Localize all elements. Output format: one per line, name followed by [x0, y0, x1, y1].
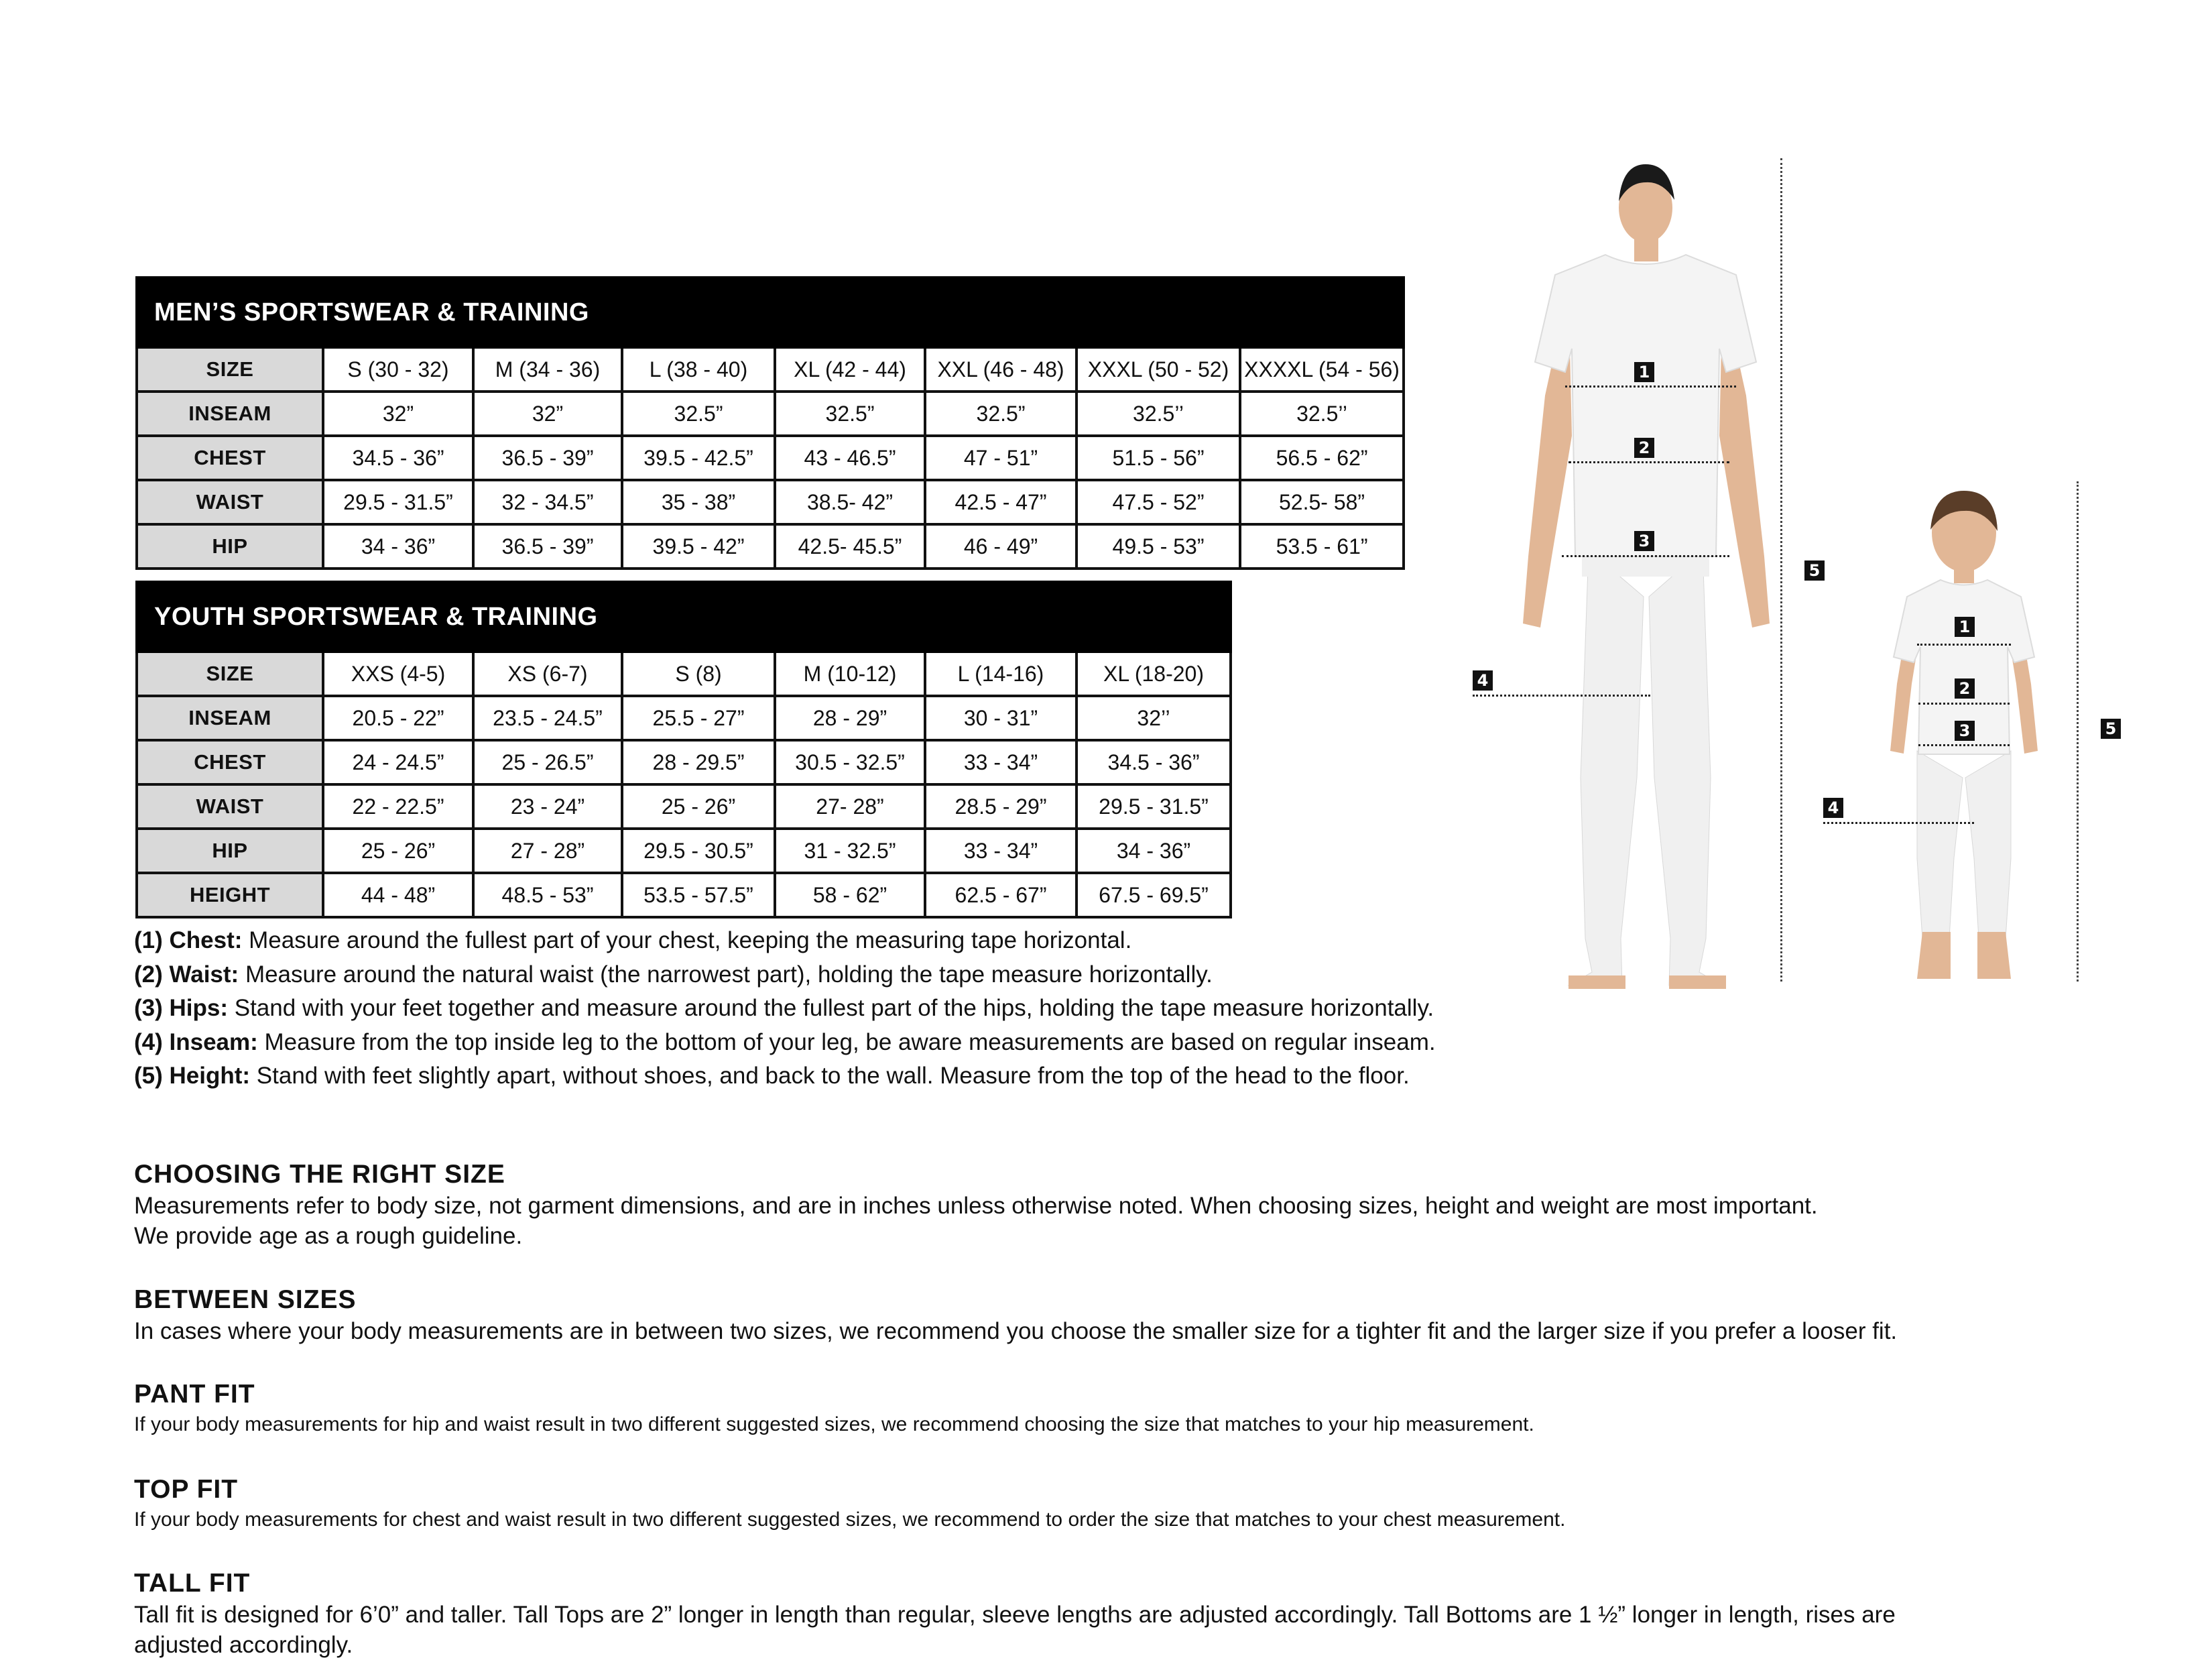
pant-fit-section	[134, 1378, 2145, 1439]
size-cell: 39.5 - 42”	[622, 524, 775, 569]
adult-inseam-line	[1473, 695, 1650, 697]
size-cell: XXL (46 - 48)	[925, 347, 1077, 392]
mens-row-inseam	[137, 392, 1404, 436]
marker-chest-badge: 1	[1634, 362, 1654, 382]
top-fit-section	[134, 1474, 2145, 1534]
size-cell: 32.5’’	[1077, 392, 1240, 436]
size-cell: 25.5 - 27”	[622, 696, 775, 740]
choosing-size-section	[134, 1159, 2145, 1251]
child-waist-line	[1918, 703, 2010, 705]
size-cell: 31 - 32.5”	[775, 829, 925, 873]
row-label: CHEST	[137, 436, 323, 480]
row-label: HIP	[137, 524, 323, 569]
child-marker-height-badge: 5	[2101, 719, 2121, 739]
size-cell: 29.5 - 31.5”	[1077, 784, 1231, 829]
marker-hips-badge: 3	[1634, 531, 1654, 551]
hips-line	[1562, 555, 1729, 557]
size-cell: 32.5’’	[1240, 392, 1404, 436]
size-cell: 32”	[323, 392, 473, 436]
row-label: INSEAM	[137, 392, 323, 436]
size-cell: 35 - 38”	[622, 480, 775, 524]
section-heading: PANT FIT	[134, 1380, 255, 1409]
youth-row-chest	[137, 740, 1231, 784]
child-marker-chest-badge: 1	[1955, 617, 1975, 637]
size-cell: XXXXL (54 - 56)	[1240, 347, 1404, 392]
size-cell: 28 - 29”	[775, 696, 925, 740]
note-label: (4) Inseam:	[134, 1028, 258, 1055]
size-cell: 28 - 29.5”	[622, 740, 775, 784]
section-text: Measurements refer to body size, not garment dimensions, and are in inches unless otherwise noted. When choosing sizes, height and weight are most important.	[134, 1193, 1818, 1219]
size-cell: 34 - 36”	[323, 524, 473, 569]
size-cell: 22 - 22.5”	[323, 784, 473, 829]
size-cell: 42.5- 45.5”	[775, 524, 925, 569]
size-cell: 29.5 - 31.5”	[323, 480, 473, 524]
child-height-line	[2077, 481, 2079, 982]
size-cell: 20.5 - 22”	[323, 696, 473, 740]
child-figure	[1863, 483, 2065, 986]
note-text: Stand with your feet together and measure around the fullest part of the hips, holding the tape measure horizontally.	[234, 995, 1434, 1021]
size-cell: 43 - 46.5”	[775, 436, 925, 480]
size-cell: 25 - 26”	[323, 829, 473, 873]
row-label: WAIST	[137, 480, 323, 524]
child-chest-line	[1917, 644, 2011, 646]
size-cell: 47 - 51”	[925, 436, 1077, 480]
section-text: Tall fit is designed for 6’0” and taller. Tall Tops are 2” longer in length than regular, sleeve lengths are adjusted accordingly. Tall Bottoms are 1 ½” longer in length, rises are	[134, 1602, 1896, 1628]
size-cell: 36.5 - 39”	[473, 524, 622, 569]
size-cell: 47.5 - 52”	[1077, 480, 1240, 524]
size-cell: 52.5- 58”	[1240, 480, 1404, 524]
size-cell: M (34 - 36)	[473, 347, 622, 392]
marker-inseam-badge: 4	[1473, 670, 1493, 691]
size-cell: S (8)	[622, 652, 775, 696]
section-heading: CHOOSING THE RIGHT SIZE	[134, 1160, 505, 1189]
child-marker-waist-badge: 2	[1955, 678, 1975, 699]
mens-size-table	[135, 276, 1405, 570]
size-cell: L (14-16)	[925, 652, 1077, 696]
section-text: If your body measurements for hip and waist result in two different suggested sizes, we recommend choosing the size that matches to your hip measurement.	[134, 1413, 1534, 1435]
size-cell: 46 - 49”	[925, 524, 1077, 569]
size-cell: 49.5 - 53”	[1077, 524, 1240, 569]
size-cell: 29.5 - 30.5”	[622, 829, 775, 873]
section-text: If your body measurements for chest and waist result in two different suggested sizes, we recommend to order the size that matches to your chest measurement.	[134, 1508, 1566, 1531]
size-cell: XXXL (50 - 52)	[1077, 347, 1240, 392]
note-height	[134, 1059, 1436, 1093]
size-cell: 25 - 26.5”	[473, 740, 622, 784]
mens-table-title: MEN’S SPORTSWEAR & TRAINING	[137, 278, 1404, 347]
size-cell: 38.5- 42”	[775, 480, 925, 524]
note-text: Measure around the natural waist (the narrowest part), holding the tape measure horizontally.	[245, 961, 1213, 988]
size-cell: 32 - 34.5”	[473, 480, 622, 524]
size-cell: 44 - 48”	[323, 873, 473, 917]
row-label: INSEAM	[137, 696, 323, 740]
child-marker-hips-badge: 3	[1955, 721, 1975, 741]
size-cell: L (38 - 40)	[622, 347, 775, 392]
youth-row-waist	[137, 784, 1231, 829]
size-cell: 30.5 - 32.5”	[775, 740, 925, 784]
mens-row-waist	[137, 480, 1404, 524]
size-cell: 36.5 - 39”	[473, 436, 622, 480]
marker-waist-badge: 2	[1634, 438, 1654, 458]
child-marker-inseam-badge: 4	[1823, 798, 1843, 818]
size-cell: 62.5 - 67”	[925, 873, 1077, 917]
size-cell: 56.5 - 62”	[1240, 436, 1404, 480]
size-cell: 34 - 36”	[1077, 829, 1231, 873]
waist-line	[1569, 461, 1729, 463]
size-cell: 32’’	[1077, 696, 1231, 740]
size-cell: 27- 28”	[775, 784, 925, 829]
size-cell: 23.5 - 24.5”	[473, 696, 622, 740]
section-heading: BETWEEN SIZES	[134, 1285, 357, 1314]
measurement-notes	[134, 924, 1436, 1093]
size-cell: 25 - 26”	[622, 784, 775, 829]
row-label: CHEST	[137, 740, 323, 784]
size-cell: 39.5 - 42.5”	[622, 436, 775, 480]
row-label: SIZE	[137, 347, 323, 392]
size-cell: 58 - 62”	[775, 873, 925, 917]
size-cell: 48.5 - 53”	[473, 873, 622, 917]
size-cell: XL (42 - 44)	[775, 347, 925, 392]
child-inseam-line	[1823, 822, 1974, 824]
size-cell: 32.5”	[622, 392, 775, 436]
note-waist	[134, 958, 1436, 992]
adult-height-line	[1780, 158, 1782, 982]
size-cell: XS (6-7)	[473, 652, 622, 696]
size-cell: 34.5 - 36”	[1077, 740, 1231, 784]
marker-height-badge: 5	[1804, 560, 1825, 581]
section-text: In cases where your body measurements are in between two sizes, we recommend you choose the smaller size for a tighter fit and the larger size if you prefer a looser fit.	[134, 1318, 1898, 1344]
youth-row-hip	[137, 829, 1231, 873]
size-cell: 53.5 - 57.5”	[622, 873, 775, 917]
section-heading: TOP FIT	[134, 1475, 239, 1504]
row-label: WAIST	[137, 784, 323, 829]
note-label: (5) Height:	[134, 1063, 251, 1089]
section-heading: TALL FIT	[134, 1569, 251, 1598]
youth-table-title: YOUTH SPORTSWEAR & TRAINING	[137, 582, 1231, 652]
size-cell: 32”	[473, 392, 622, 436]
size-cell: 33 - 34”	[925, 829, 1077, 873]
mens-row-hip	[137, 524, 1404, 569]
size-cell: 33 - 34”	[925, 740, 1077, 784]
size-cell: 51.5 - 56”	[1077, 436, 1240, 480]
size-cell: 23 - 24”	[473, 784, 622, 829]
size-cell: XXS (4-5)	[323, 652, 473, 696]
note-text: Measure around the fullest part of your chest, keeping the measuring tape horizontal.	[249, 927, 1132, 953]
mens-row-size	[137, 347, 1404, 392]
note-hips	[134, 992, 1436, 1026]
size-cell: 28.5 - 29”	[925, 784, 1077, 829]
between-sizes-section	[134, 1284, 2145, 1346]
size-cell: 32.5”	[775, 392, 925, 436]
tall-fit-section	[134, 1567, 2145, 1660]
row-label: HEIGHT	[137, 873, 323, 917]
note-label: (2) Waist:	[134, 961, 239, 988]
size-cell: 27 - 28”	[473, 829, 622, 873]
size-cell: 53.5 - 61”	[1240, 524, 1404, 569]
size-cell: 24 - 24.5”	[323, 740, 473, 784]
chest-line	[1565, 386, 1736, 388]
size-cell: 32.5”	[925, 392, 1077, 436]
note-chest	[134, 924, 1436, 958]
section-text: We provide age as a rough guideline.	[134, 1223, 523, 1249]
size-cell: 42.5 - 47”	[925, 480, 1077, 524]
note-label: (1) Chest:	[134, 927, 243, 953]
size-cell: 67.5 - 69.5”	[1077, 873, 1231, 917]
youth-row-size	[137, 652, 1231, 696]
size-cell: 30 - 31”	[925, 696, 1077, 740]
size-cell: 34.5 - 36”	[323, 436, 473, 480]
section-text: adjusted accordingly.	[134, 1632, 353, 1658]
youth-size-table	[135, 581, 1232, 918]
mens-row-chest	[137, 436, 1404, 480]
note-text: Measure from the top inside leg to the bottom of your leg, be aware measurements are based on regular inseam.	[264, 1028, 1436, 1055]
youth-row-inseam	[137, 696, 1231, 740]
size-cell: M (10-12)	[775, 652, 925, 696]
child-hips-line	[1918, 744, 2010, 746]
row-label: HIP	[137, 829, 323, 873]
note-inseam	[134, 1026, 1436, 1060]
youth-row-height	[137, 873, 1231, 917]
row-label: SIZE	[137, 652, 323, 696]
size-cell: S (30 - 32)	[323, 347, 473, 392]
note-label: (3) Hips:	[134, 995, 228, 1021]
size-cell: XL (18-20)	[1077, 652, 1231, 696]
note-text: Stand with feet slightly apart, without shoes, and back to the wall. Measure from the top of the head to the floor.	[256, 1063, 1410, 1089]
